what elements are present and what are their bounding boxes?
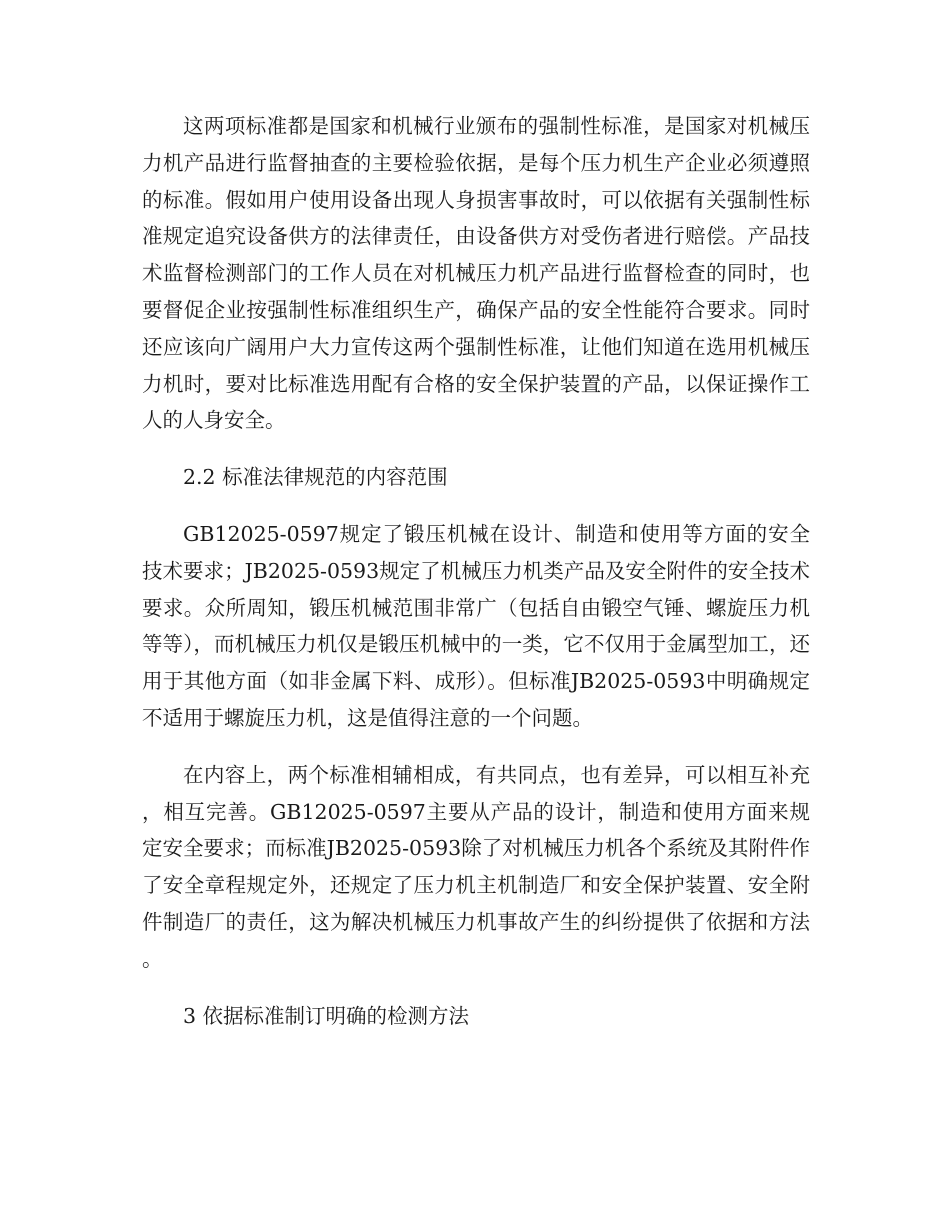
section-heading-3: 3 依据标准制订明确的检测方法 [183,1003,470,1028]
paragraph-content-comparison: 在内容上，两个标准相辅相成，有共同点，也有差异，可以相互补充，相互完善。GB12025-0597主要从产品的设计，制造和使用方面来规定安全要求；而标准JB2025-0593除了对机械压力机各个系统及其附件作了安全章程规定外，还规定了压力机主机制造厂和安全保护装置、安全附件制造厂的责任，这为解决机械压力机事故产生的纠纷提供了依据和方法。 [142,762,810,971]
section-heading-2-2: 2.2 标准法律规范的内容范围 [183,465,448,490]
paragraph-standards-overview: 这两项标准都是国家和机械行业颁布的强制性标准，是国家对机械压力机产品进行监督抽查的主要检验依据，是每个压力机生产企业必须遵照的标准。假如用户使用设备出现人身损害事故时，可以依据有关强制性标准规定追究设备供方的法律责任，由设备供方对受伤者进行赔偿。产品技术监督检测部门的工作人员在对机械压力机产品进行监督检查的同时，也要督促企业按强制性标准组织生产，确保产品的安全性能符合要求。同时还应该向广阔用户大力宣传这两个强制性标准，让他们知道在选用机械压力机时，要对比标准选用配有合格的安全保护装置的产品，以保证操作工人的人身安全。 [142,114,810,433]
paragraph-scope-of-standards: GB12025-0597规定了锻压机械在设计、制造和使用等方面的安全技术要求；JB2025-0593规定了机械压力机类产品及安全附件的安全技术要求。众所周知，锻压机械范围非常广（包括自由锻空气锤、螺旋压力机等等），而机械压力机仅是锻压机械中的一类，它不仅用于金属型加工，还用于其他方面（如非金属下料、成形）。但标准JB2025-0593中明确规定不适用于螺旋压力机，这是值得注意的一个问题。 [142,521,810,730]
document-body [142,108,810,1054]
